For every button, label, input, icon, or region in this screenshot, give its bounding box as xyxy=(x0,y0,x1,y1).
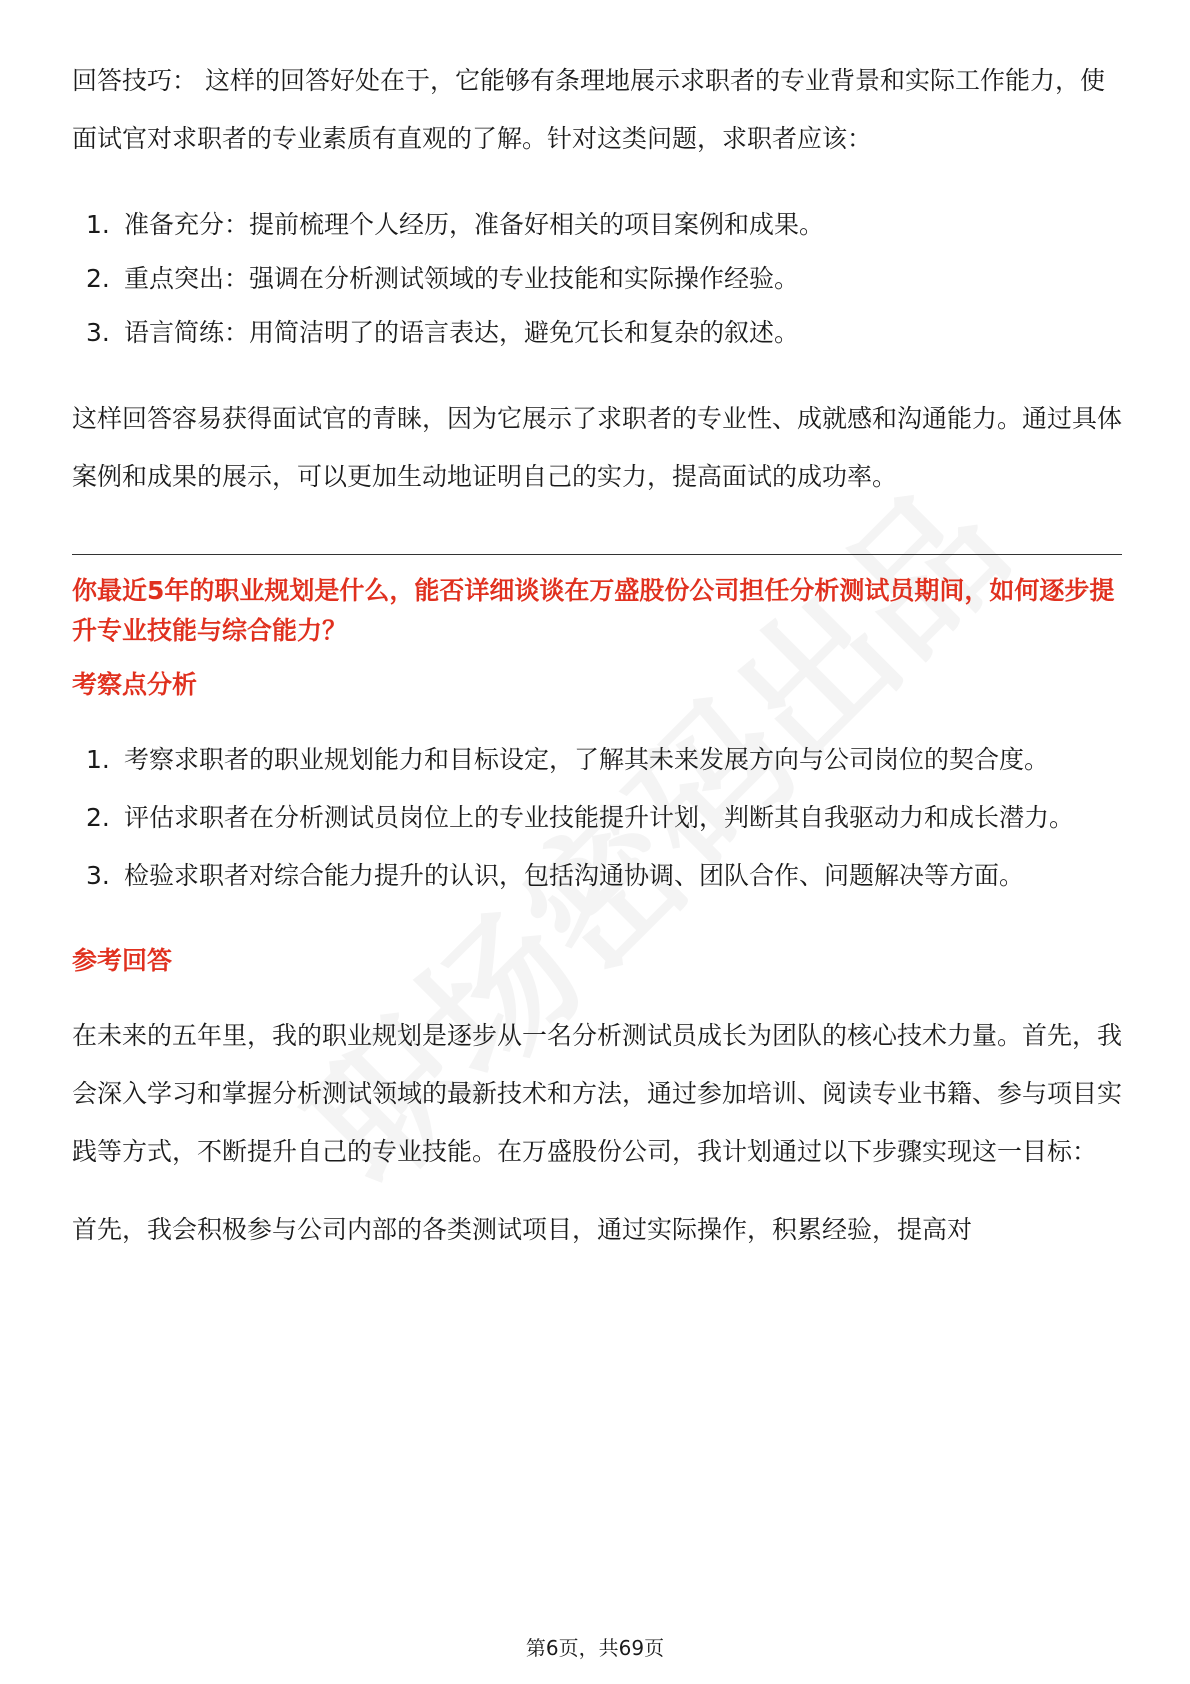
list-item: 1. 准备充分：提前梳理个人经历，准备好相关的项目案例和成果。 xyxy=(86,210,825,239)
list-item: 3. 检验求职者对综合能力提升的认识，包括沟通协调、团队合作、问题解决等方面。 xyxy=(86,861,1025,890)
answer-paragraph: 首先，我会积极参与公司内部的各类测试项目，通过实际操作，积累经验，提高对 xyxy=(72,1215,973,1244)
list-item: 1. 考察求职者的职业规划能力和目标设定，了解其未来发展方向与公司岗位的契合度。 xyxy=(86,745,1050,774)
question-title: 你最近5年的职业规划是什么，能否详细谈谈在万盛股份公司担任分析测试员期间，如何逐步提升专业技能与综合能力？ xyxy=(72,576,1115,645)
list-item: 2. 评估求职者在分析测试员岗位上的专业技能提升计划，判断其自我驱动力和成长潜力。 xyxy=(86,803,1075,832)
list-item: 2. 重点突出：强调在分析测试领域的专业技能和实际操作经验。 xyxy=(86,264,800,293)
summary-paragraph: 这样回答容易获得面试官的青睐，因为它展示了求职者的专业性、成就感和沟通能力。通过具体案例和成果的展示，可以更加生动地证明自己的实力，提高面试的成功率。 xyxy=(72,404,1123,491)
analysis-list xyxy=(72,731,1122,905)
list-item: 3. 语言简练：用简洁明了的语言表达，避免冗长和复杂的叙述。 xyxy=(86,318,800,347)
analysis-heading: 考察点分析 xyxy=(72,670,198,699)
page-number: 第6页，共69页 xyxy=(525,1636,665,1660)
tip-list xyxy=(72,196,1122,362)
answer-paragraph: 在未来的五年里，我的职业规划是逐步从一名分析测试员成长为团队的核心技术力量。首先，我会深入学习和掌握分析测试领域的最新技术和方法，通过参加培训、阅读专业书籍、参与项目实践等方式，不断提升自己的专业技能。在万盛股份公司，我计划通过以下步骤实现这一目标： xyxy=(72,1021,1123,1166)
answer-heading: 参考回答 xyxy=(72,946,173,975)
content xyxy=(72,52,1122,1259)
section-divider xyxy=(72,554,1122,555)
answer-tip: 回答技巧： 这样的回答好处在于，它能够有条理地展示求职者的专业背景和实际工作能力，使面试官对求职者的专业素质有直观的了解。针对这类问题，求职者应该： xyxy=(72,66,1105,153)
